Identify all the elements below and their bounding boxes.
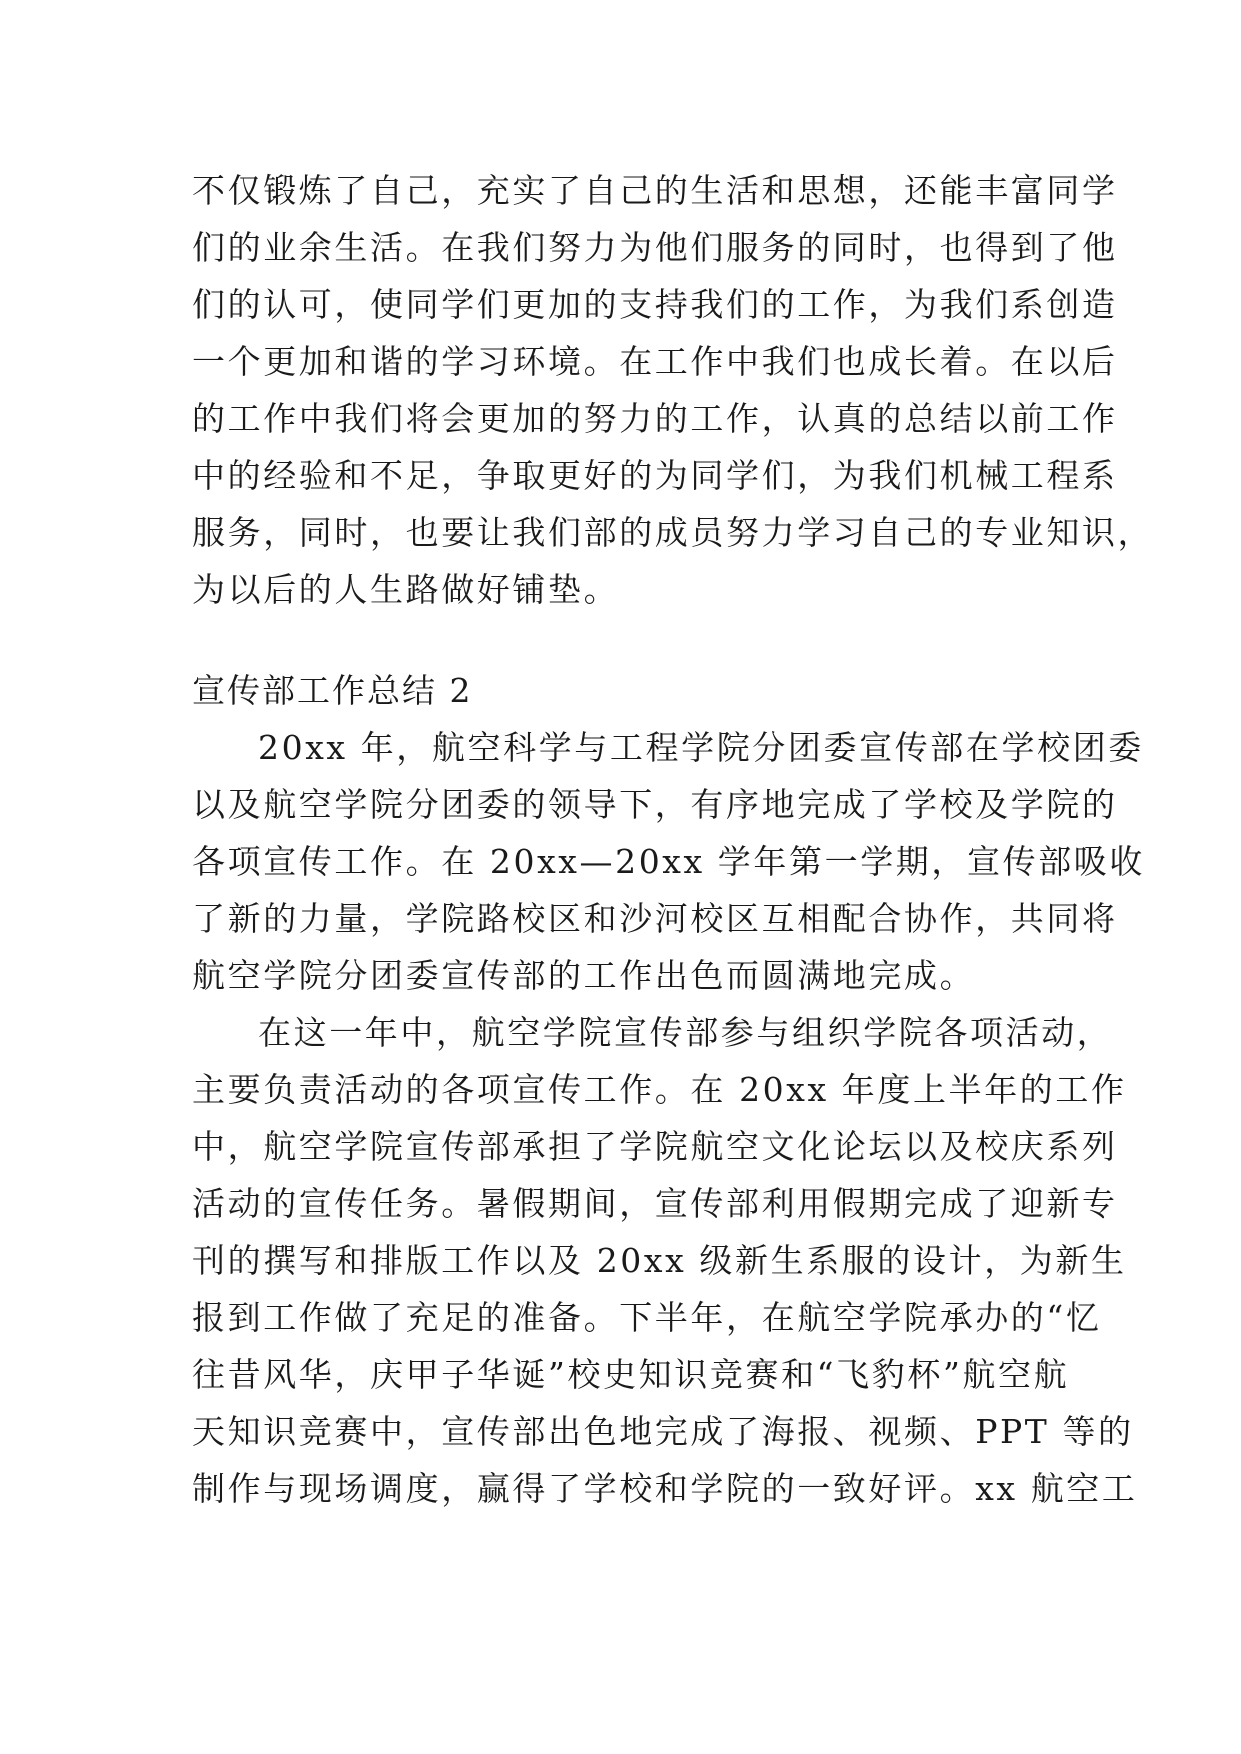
text-line: 了新的力量，学院路校区和沙河校区互相配合协作，共同将: [192, 899, 1118, 938]
text-line: 20xx 年，航空科学与工程学院分团委宣传部在学校团委: [258, 728, 1144, 767]
text-line: 不仅锻炼了自己，充实了自己的生活和思想，还能丰富同学: [192, 171, 1118, 210]
text-line: 报到工作做了充足的准备。下半年，在航空学院承办的“忆: [192, 1298, 1102, 1337]
text-line: 刊的撰写和排版工作以及 20xx 级新生系服的设计，为新生: [192, 1241, 1127, 1280]
text-line: 各项宣传工作。在 20xx—20xx 学年第一学期，宣传部吸收: [192, 842, 1146, 881]
text-line: 活动的宣传任务。暑假期间，宣传部利用假期完成了迎新专: [192, 1184, 1118, 1223]
document-body: [192, 162, 1154, 1517]
text-line: 往昔风华，庆甲子华诞”校史知识竞赛和“飞豹杯”航空航: [192, 1355, 1070, 1394]
text-line: 为以后的人生路做好铺垫。: [192, 570, 620, 609]
text-line: 一个更加和谐的学习环境。在工作中我们也成长着。在以后: [192, 342, 1118, 381]
paragraph-2: [192, 1004, 1138, 1517]
paragraph-1: [192, 719, 1146, 1004]
text-line: 中，航空学院宣传部承担了学院航空文化论坛以及校庆系列: [192, 1127, 1118, 1166]
paragraph-continuation: [192, 162, 1154, 618]
text-line: 中的经验和不足，争取更好的为同学们，为我们机械工程系: [192, 456, 1118, 495]
text-line: 主要负责活动的各项宣传工作。在 20xx 年度上半年的工作: [192, 1070, 1127, 1109]
section-spacer: [192, 618, 1054, 662]
text-line: 服务，同时，也要让我们部的成员努力学习自己的专业知识，: [192, 513, 1154, 552]
text-line: 在这一年中，航空学院宣传部参与组织学院各项活动，: [258, 1013, 1113, 1052]
section-title: 宣传部工作总结 2: [192, 671, 473, 710]
text-line: 航空学院分团委宣传部的工作出色而圆满地完成。: [192, 956, 976, 995]
text-line: 们的认可，使同学们更加的支持我们的工作，为我们系创造: [192, 285, 1118, 324]
text-line: 以及航空学院分团委的领导下，有序地完成了学校及学院的: [192, 785, 1118, 824]
text-line: 的工作中我们将会更加的努力的工作，认真的总结以前工作: [192, 399, 1118, 438]
text-line: 制作与现场调度，赢得了学校和学院的一致好评。xx 航空工: [192, 1469, 1138, 1508]
text-line: 天知识竞赛中，宣传部出色地完成了海报、视频、PPT 等的: [192, 1412, 1134, 1451]
text-line: 们的业余生活。在我们努力为他们服务的同时，也得到了他: [192, 228, 1118, 267]
